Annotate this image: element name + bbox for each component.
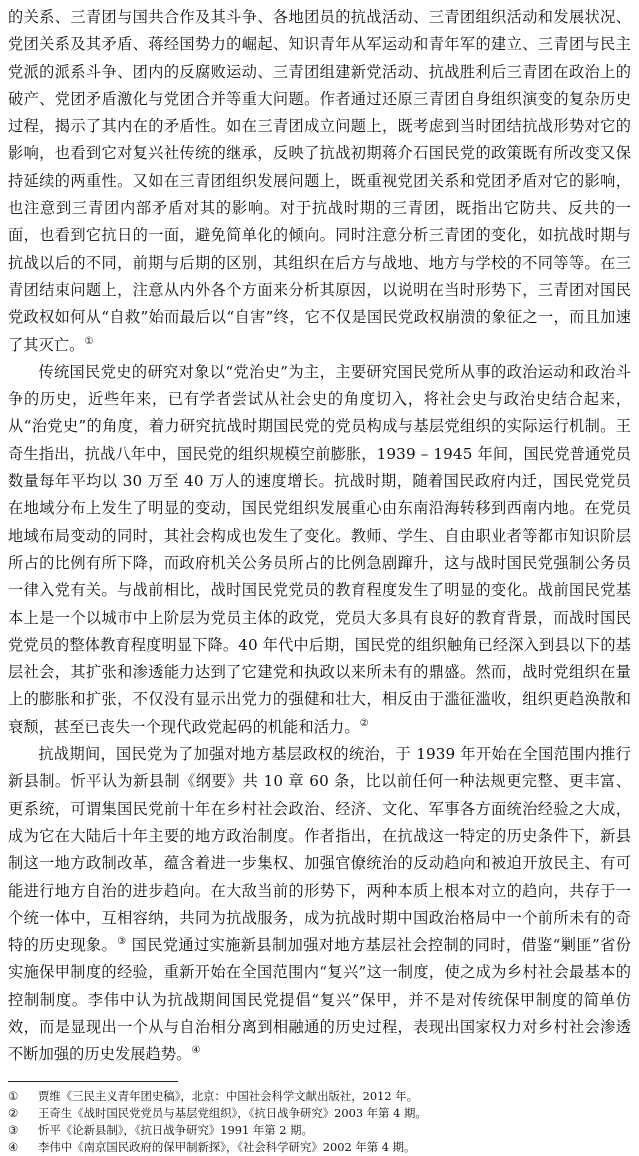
footnote-2-mark: ②	[8, 1105, 19, 1120]
footnote-ref-2[interactable]: ②	[359, 717, 369, 729]
footnote-2	[8, 1105, 631, 1122]
footnote-ref-1[interactable]: ①	[84, 335, 94, 347]
paragraph-3-text: 抗战期间，国民党为了加强对地方基层政权的统治，于 1939 年开始在全国范围内推行新县制。忻平认为新县制《纲要》共 10 章 60 条，比以前任何一种法规更完整、更丰富、更系统，可谓集国民党前十年在乡村社会政治、经济、文化、军事各方面统治经验之大成，成为它在大陆后十年主要的地方政治制度。作者指出，在抗战这一特定的历史条件下，新县制这一地方政制改革，蕴含着进一步集权、加强官僚统治的反动趋向和被迫开放民主、有可能进行地方自治的进步趋向。在大敌当前的形势下，两种本质上根本对立的趋向，共存于一个统一体中，互相容纳，共同为抗战服务，成为抗战时期中国政治格局中一个前所未有的奇特的历史现象。	[8, 745, 631, 955]
paragraph-2-text: 传统国民党史的研究对象以“党治史”为主，主要研究国民党所从事的政治运动和政治斗争的历史，近些年来，已有学者尝试从社会史的角度切入，将社会史与政治史结合起来，从“治党史”的角度，着力研究抗战时期国民党的党员构成与基层党组织的实际运行机制。王奇生指出，抗战八年中，国民党的组织规模空前膨胀，1939 – 1945 年间，国民党普通党员数量每年平均以 30 万至 40 万人的速度增长。抗战时期，随着国民政府内迁，国民党党员在地域分布上发生了明显的变动，国民党组织发展重心由东南沿海转移到西南内地。在党员地域布局变动的同时，其社会构成也发生了变化。教师、学生、自由职业者等都市知识阶层所占的比例有所下降，而政府机关公务员所占的比例急剧蹿升，这与战时国民党强制公务员一律入党有关。与战前相比，战时国民党党员的教育程度发生了明显的变化。战前国民党基本上是一个以城市中上阶层为党员主体的政党，党员大多具有良好的教育背景，而战时国民党党员的整体教育程度明显下降。40 年代中后期，国民党的组织触角已经深入到县以下的基层社会，其扩张和渗透能力达到了它建党和执政以来所未有的鼎盛。然而，战时党组织在量上的膨胀和扩张，不仅没有显示出党力的强健和壮大，相反由于滥征滥收，组织更趋涣散和衰颓，甚至已丧失一个现代政党起码的机能和活力。	[8, 362, 631, 736]
footnote-1-text: 贾维《三民主义青年团史稿》，北京：中国社会科学文献出版社，2012 年。	[38, 1088, 419, 1103]
footnote-ref-4[interactable]: ④	[191, 1045, 201, 1057]
footnote-3	[8, 1122, 631, 1139]
footnote-1	[8, 1088, 631, 1105]
footnote-4-text: 李伟中《南京国民政府的保甲制新探》，《社会科学研究》2002 年第 4 期。	[38, 1139, 416, 1154]
footnote-3-mark: ③	[8, 1122, 19, 1137]
footnote-4-mark: ④	[8, 1139, 19, 1154]
paragraph-3	[8, 741, 631, 1069]
paragraph-1	[8, 4, 631, 359]
footnote-2-text: 王奇生《战时国民党党员与基层党组织》，《抗日战争研究》2003 年第 4 期。	[38, 1105, 427, 1120]
footnote-4	[8, 1139, 631, 1156]
paragraph-3-text-continued: 国民党通过实施新县制加强对地方基层社会控制的同时，借鉴“剿匪”省份实施保甲制度的经验，重新开始在全国范围内“复兴”这一制度，使之成为乡村社会最基本的控制制度。李伟中认为抗战期间国民党提倡“复兴”保甲，并不是对传统保甲制度的简单仿效，而是显现出一个从与自治相分离到相融通的历史过程，表现出国家权力对乡村社会渗透不断加强的历史发展趋势。	[8, 936, 631, 1064]
footnote-divider	[8, 1081, 178, 1082]
footnote-3-text: 忻平《论新县制》，《抗日战争研究》1991 年第 2 期。	[38, 1122, 313, 1137]
footnote-1-mark: ①	[8, 1088, 19, 1103]
paragraph-1-text: 的关系、三青团与国共合作及其斗争、各地团员的抗战活动、三青团组织活动和发展状况、党团关系及其矛盾、蒋经国势力的崛起、知识青年从军运动和青年军的建立、三青团与民主党派的派系斗争、团内的反腐败运动、三青团组建新党活动、抗战胜利后三青团在政治上的破产、党团矛盾激化与党团合并等重大问题。作者通过还原三青团自身组织演变的复杂历史过程，揭示了其内在的矛盾性。如在三青团成立问题上，既考虑到当时团结抗战形势对它的影响，也看到它对复兴社传统的继承，反映了抗战初期蒋介石国民党的政策既有所改变又保持延续的两重性。又如在三青团组织发展问题上，既重视党团关系和党团矛盾对它的影响，也注意到三青团内部矛盾对其的影响。对于抗战时期的三青团，既指出它防共、反共的一面，也看到它抗日的一面，避免简单化的倾向。同时注意分析三青团的变化，如抗战时期与抗战以后的不同，前期与后期的区别，其组织在后方与战地、地方与学校的不同等等。在三青团结束问题上，注意从内外各个方面来分析其原因，以说明在当时形势下，三青团对国民党政权如何从“自救”始而最后以“自害”终，它不仅是国民党政权崩溃的象征之一，而且加速了其灭亡。	[8, 8, 631, 354]
paragraph-2	[8, 359, 631, 741]
footnote-ref-3[interactable]: ③	[117, 936, 127, 948]
